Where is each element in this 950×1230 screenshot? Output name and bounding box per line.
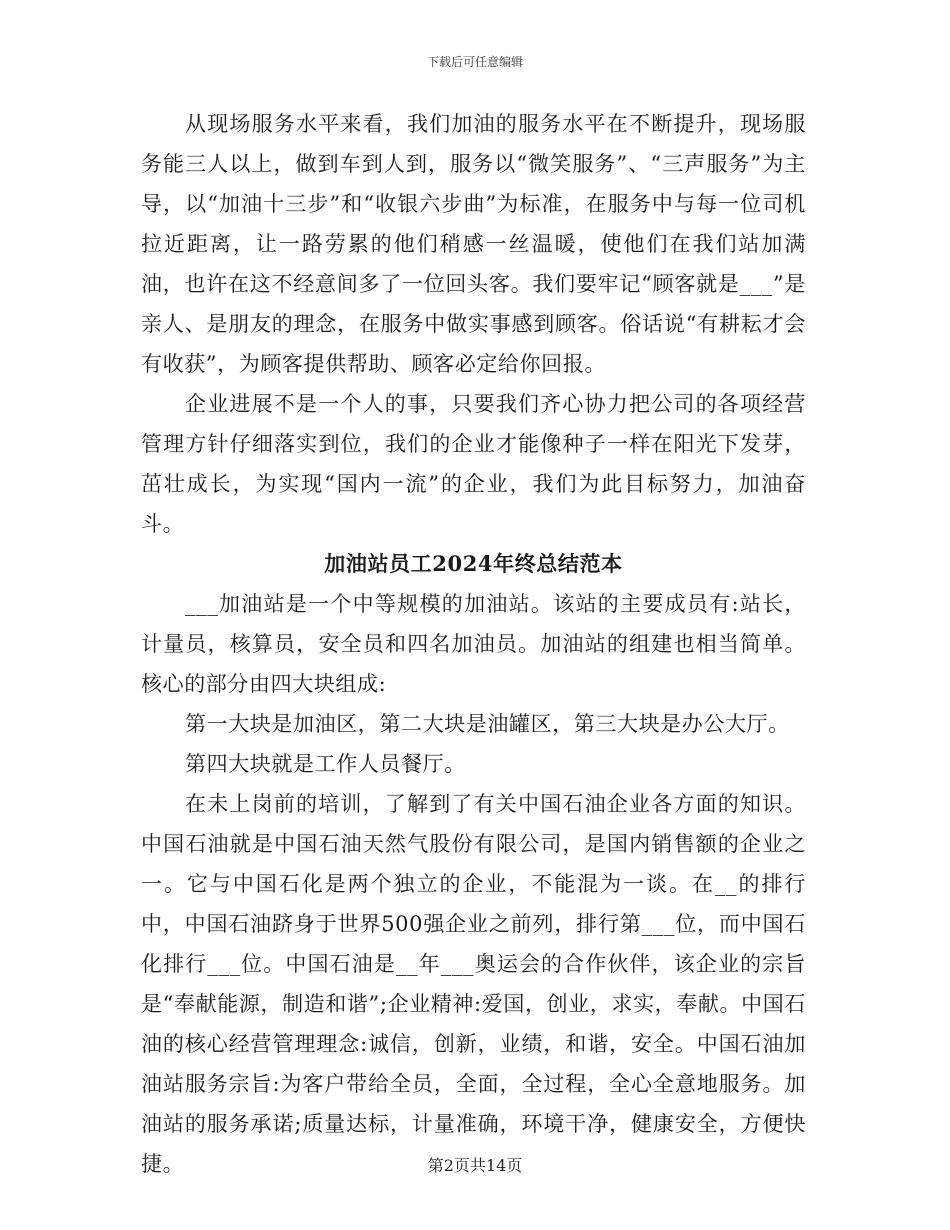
page-number: 第2页共14页 [427,1156,523,1175]
paragraph-fourth-block: 第四大块就是工作人员餐厅。 [185,752,466,776]
paragraph-training: 在未上岗前的培训，了解到了有关中国石油企业各方面的知识。中国石油就是中国石油天然气股份有限公司，是国内销售额的企业之一。它与中国石化是两个独立的企业，不能混为一谈。在__的排行中，中国石油跻身于世界500强企业之前列，排行第___位，而中国石化排行___位。中国石油是__年___奥运会的合作伙伴，该企业的宗旨是“奉献能源，制造和谐”;企业精神:爱国，创业，求实，奉献。中国石油的核心经营管理理念:诚信，创新，业绩，和谐，安全。中国石油加油站服务宗旨:为客户带给全员，全面，全过程，全心全意地服务。加油站的服务承诺;质量达标，计量准确，环境干净，健康安全，方便快捷。 [141,792,806,1176]
paragraph-enterprise-development: 企业进展不是一个人的事，只要我们齐心协力把公司的各项经营管理方针仔细落实到位，我们的企业才能像种子一样在阳光下发芽，茁壮成长，为实现“国内一流”的企业，我们为此目标努力，加油奋斗。 [141,392,806,536]
paragraph-station-intro: ___加油站是一个中等规模的加油站。该站的主要成员有:站长，计量员，核算员，安全员和四名加油员。加油站的组建也相当简单。核心的部分由四大块组成: [141,592,806,696]
paragraph-area-blocks: 第一大块是加油区，第二大块是油罐区，第三大块是办公大厅。 [185,712,790,736]
paragraph-service-level: 从现场服务水平来看，我们加油的服务水平在不断提升，现场服务能三人以上，做到车到人到，服务以“微笑服务”、“三声服务”为主导，以“加油十三步”和“收银六步曲”为标准，在服务中与每一位司机拉近距离，让一路劳累的他们稍感一丝温暖，使他们在我们站加满油，也许在这不经意间多了一位回头客。我们要牢记“顾客就是___”是亲人、是朋友的理念，在服务中做实事感到顾客。俗话说“有耕耘才会有收获”，为顾客提供帮助、顾客必定给你回报。 [141,112,806,376]
document-body [141,104,806,1184]
section-title: 加油站员工2024年终总结范本 [324,551,623,576]
page-header: 下载后可任意编辑 [426,55,523,69]
